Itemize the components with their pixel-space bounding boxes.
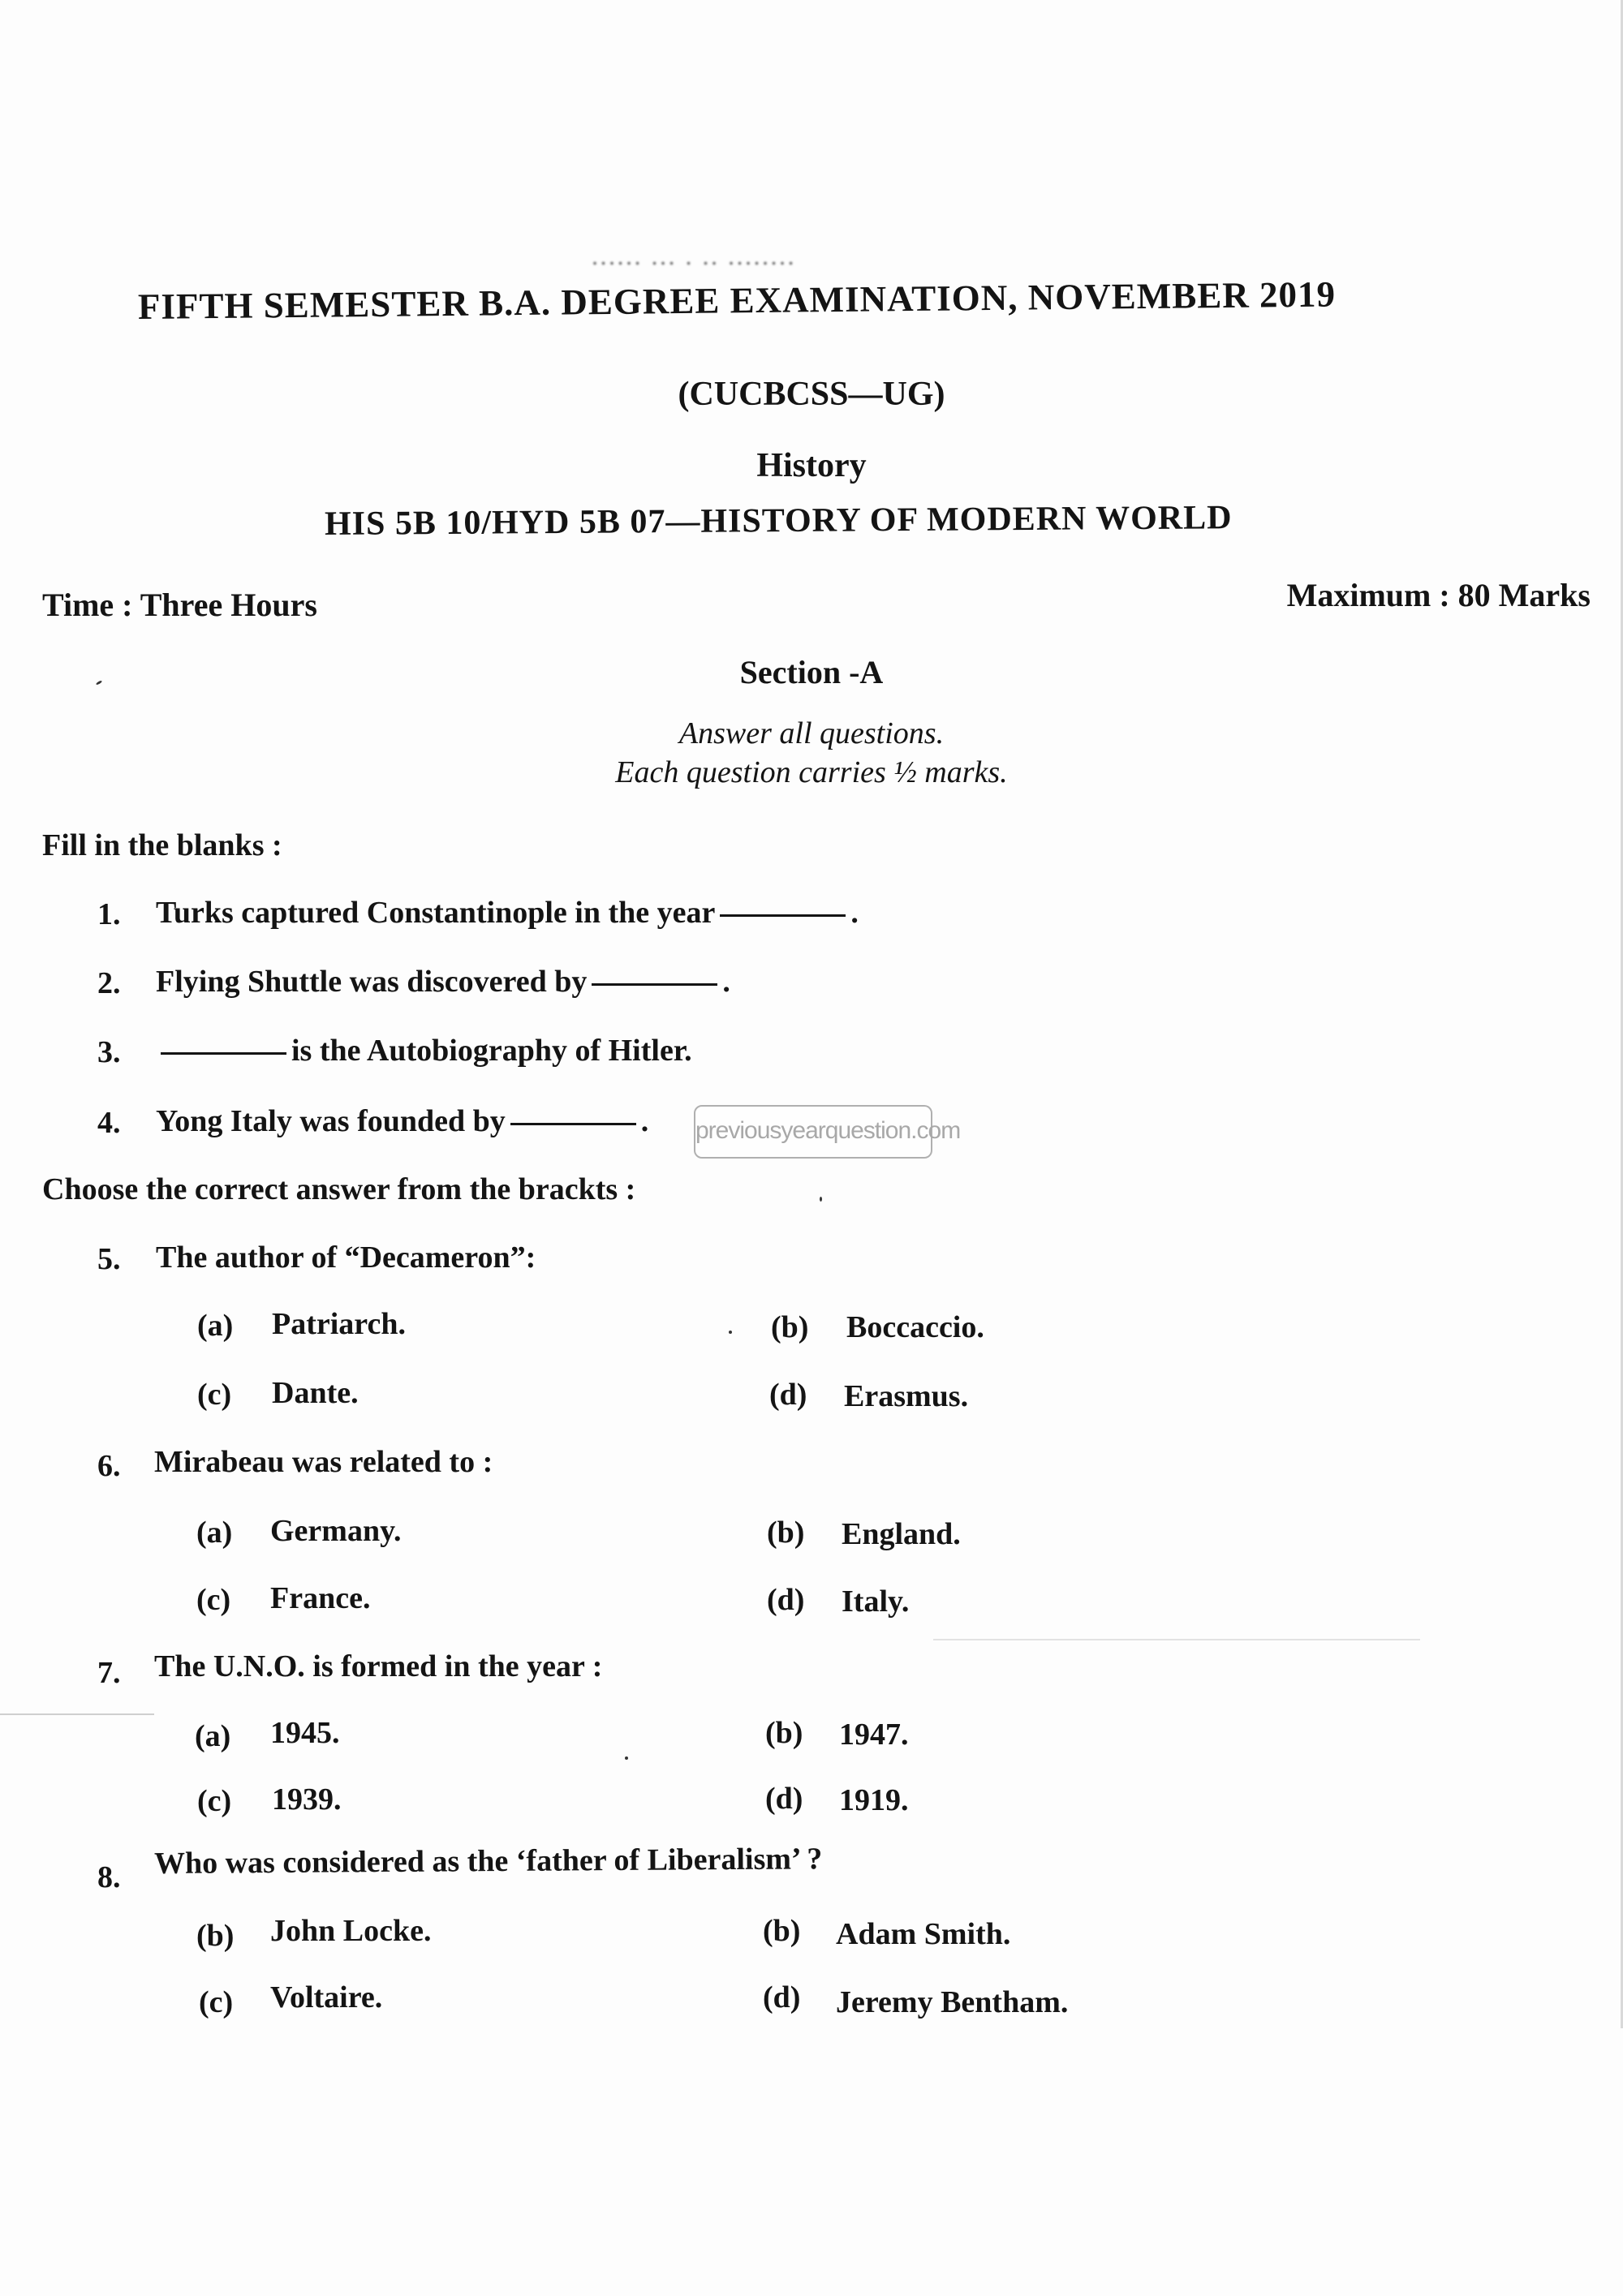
question-text: Flying Shuttle was discovered by .: [156, 965, 730, 999]
option-text: Germany.: [270, 1514, 402, 1548]
time-label: Time : Three Hours: [42, 587, 317, 623]
scan-speck: [625, 1756, 628, 1760]
question-number: 5.: [97, 1242, 121, 1276]
option-label: (b): [763, 1914, 801, 1948]
question-number: 1.: [97, 897, 121, 931]
question-number: 8.: [97, 1860, 121, 1894]
question-text: The author of “Decameron”:: [156, 1240, 536, 1275]
question-text: Yong Italy was founded by .: [156, 1104, 649, 1138]
option-text: Jeremy Bentham.: [836, 1985, 1069, 2019]
question-text: The U.N.O. is formed in the year :: [154, 1649, 603, 1683]
option-label: (d): [767, 1583, 805, 1617]
option-label: (b): [196, 1919, 235, 1953]
option-label: (d): [763, 1980, 801, 2014]
option-text: 1939.: [272, 1782, 342, 1817]
option-label: (d): [765, 1782, 803, 1816]
section-title: Section -A: [739, 654, 884, 690]
instruction-marks: Each question carries ½ marks.: [615, 755, 1008, 789]
scan-scratch: [0, 1713, 154, 1715]
option-label: (c): [199, 1985, 234, 2019]
question-text: is the Autobiography of Hitler.: [156, 1033, 692, 1068]
option-text: Italy.: [842, 1584, 910, 1619]
subject-name: History: [756, 447, 867, 484]
option-label: (b): [765, 1716, 803, 1750]
option-text: Erasmus.: [844, 1379, 969, 1413]
question-number: 7.: [97, 1656, 121, 1690]
option-text: John Locke.: [270, 1914, 432, 1948]
question-text: Turks captured Constantinople in the year .: [156, 896, 859, 930]
option-label: (c): [197, 1784, 232, 1818]
scan-speck: [729, 1331, 732, 1334]
option-label: (a): [195, 1719, 231, 1753]
answer-blank: [592, 983, 717, 986]
answer-blank: [161, 1052, 286, 1055]
question-text: Who was considered as the ‘father of Liberalism’ ?: [153, 1842, 823, 1881]
answer-blank: [720, 914, 846, 917]
faint-header-line: ...... ... . .. ........: [592, 243, 797, 270]
choose-heading: Choose the correct answer from the brackts :: [42, 1172, 636, 1206]
watermark-stamp: previousyearquestion.com: [694, 1105, 932, 1159]
instruction-answer-all: Answer all questions.: [678, 716, 945, 750]
answer-blank: [510, 1123, 636, 1125]
question-number: 6.: [97, 1449, 121, 1483]
option-label: (b): [771, 1310, 809, 1344]
option-text: 1919.: [839, 1783, 909, 1817]
scan-speck: [820, 1197, 822, 1202]
option-text: Boccaccio.: [846, 1310, 984, 1344]
option-text: Voltaire.: [270, 1980, 383, 2014]
maximum-marks: Maximum : 80 Marks: [1286, 577, 1591, 613]
exam-title: FIFTH SEMESTER B.A. DEGREE EXAMINATION, NOVEMBER 2019: [137, 273, 1337, 327]
option-text: France.: [270, 1581, 371, 1615]
option-text: Dante.: [272, 1376, 359, 1410]
option-label: (a): [197, 1309, 234, 1343]
paper-title: HIS 5B 10/HYD 5B 07—HISTORY OF MODERN WORLD: [324, 499, 1233, 543]
option-text: Adam Smith.: [836, 1917, 1011, 1951]
option-text: Patriarch.: [272, 1307, 406, 1341]
question-number: 2.: [97, 966, 121, 1000]
question-text: Mirabeau was related to :: [154, 1445, 493, 1479]
scan-scratch: [933, 1639, 1420, 1640]
question-number: 4.: [97, 1106, 121, 1140]
option-label: (c): [196, 1583, 231, 1617]
option-text: 1947.: [839, 1718, 909, 1752]
option-label: (c): [197, 1378, 232, 1412]
question-number: 3.: [97, 1035, 121, 1069]
option-label: (b): [767, 1516, 805, 1550]
exam-code: (CUCBCSS—UG): [678, 376, 945, 413]
option-text: England.: [842, 1517, 961, 1551]
option-text: 1945.: [270, 1716, 340, 1750]
option-label: (a): [196, 1516, 233, 1550]
fill-blanks-heading: Fill in the blanks :: [42, 828, 282, 862]
option-label: (d): [769, 1378, 807, 1412]
